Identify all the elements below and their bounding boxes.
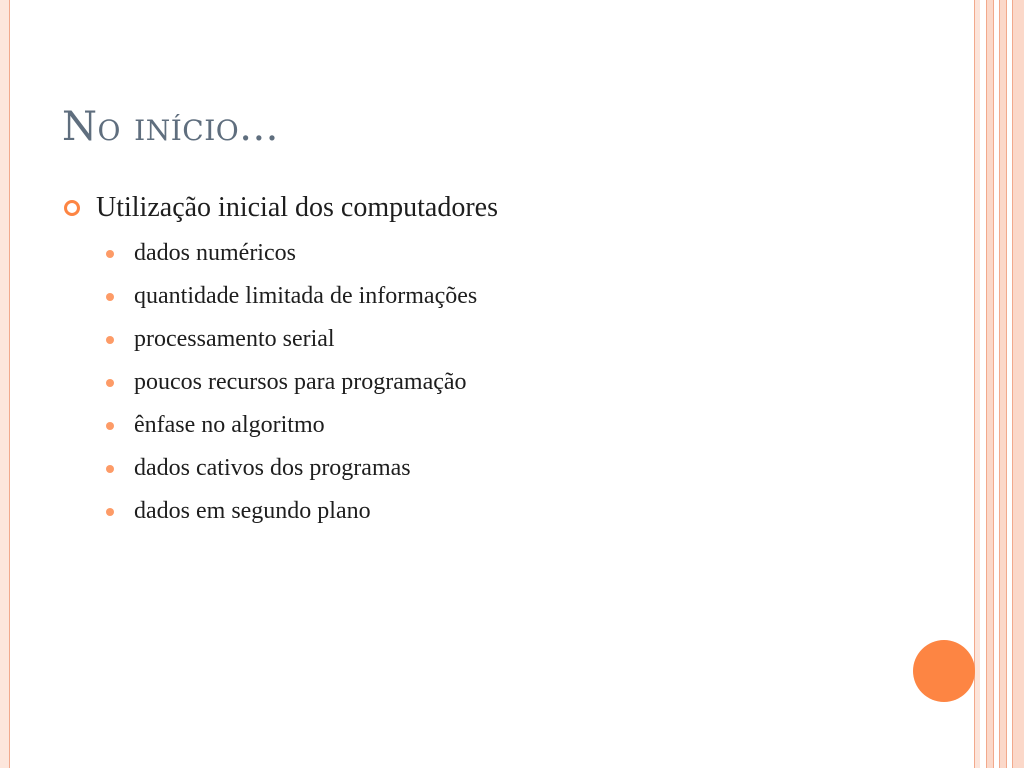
- list-item: [106, 361, 924, 404]
- main-bullet-text: Utilização inicial dos computadores: [96, 192, 498, 223]
- slide-content: [64, 190, 924, 533]
- list-item-text: ênfase no algoritmo: [134, 412, 325, 438]
- list-item: [106, 318, 924, 361]
- dot-bullet-icon: [106, 422, 114, 430]
- left-border-band: [0, 0, 10, 768]
- list-item-text: dados numéricos: [134, 240, 296, 266]
- list-item: [106, 275, 924, 318]
- list-item: [106, 447, 924, 490]
- list-item: [106, 232, 924, 275]
- dot-bullet-icon: [106, 508, 114, 516]
- list-item-text: quantidade limitada de informações: [134, 283, 478, 309]
- list-item-text: processamento serial: [134, 326, 335, 352]
- slide-title: No início...: [62, 104, 279, 150]
- dot-bullet-icon: [106, 293, 114, 301]
- dot-bullet-icon: [106, 465, 114, 473]
- ring-bullet-icon: [64, 200, 80, 216]
- list-item-text: poucos recursos para programação: [134, 369, 467, 395]
- main-bullet-item: [64, 190, 924, 226]
- border-stripe: [999, 0, 1007, 768]
- list-item: [106, 404, 924, 447]
- list-item-text: dados cativos dos programas: [134, 455, 411, 481]
- sub-bullet-list: [64, 232, 924, 533]
- list-item-text: dados em segundo plano: [134, 498, 371, 524]
- dot-bullet-icon: [106, 379, 114, 387]
- border-stripe: [1012, 0, 1024, 768]
- border-stripe: [986, 0, 994, 768]
- dot-bullet-icon: [106, 250, 114, 258]
- orange-circle-decoration: [913, 640, 975, 702]
- list-item: [106, 490, 924, 533]
- right-border-stripes: [974, 0, 1024, 768]
- dot-bullet-icon: [106, 336, 114, 344]
